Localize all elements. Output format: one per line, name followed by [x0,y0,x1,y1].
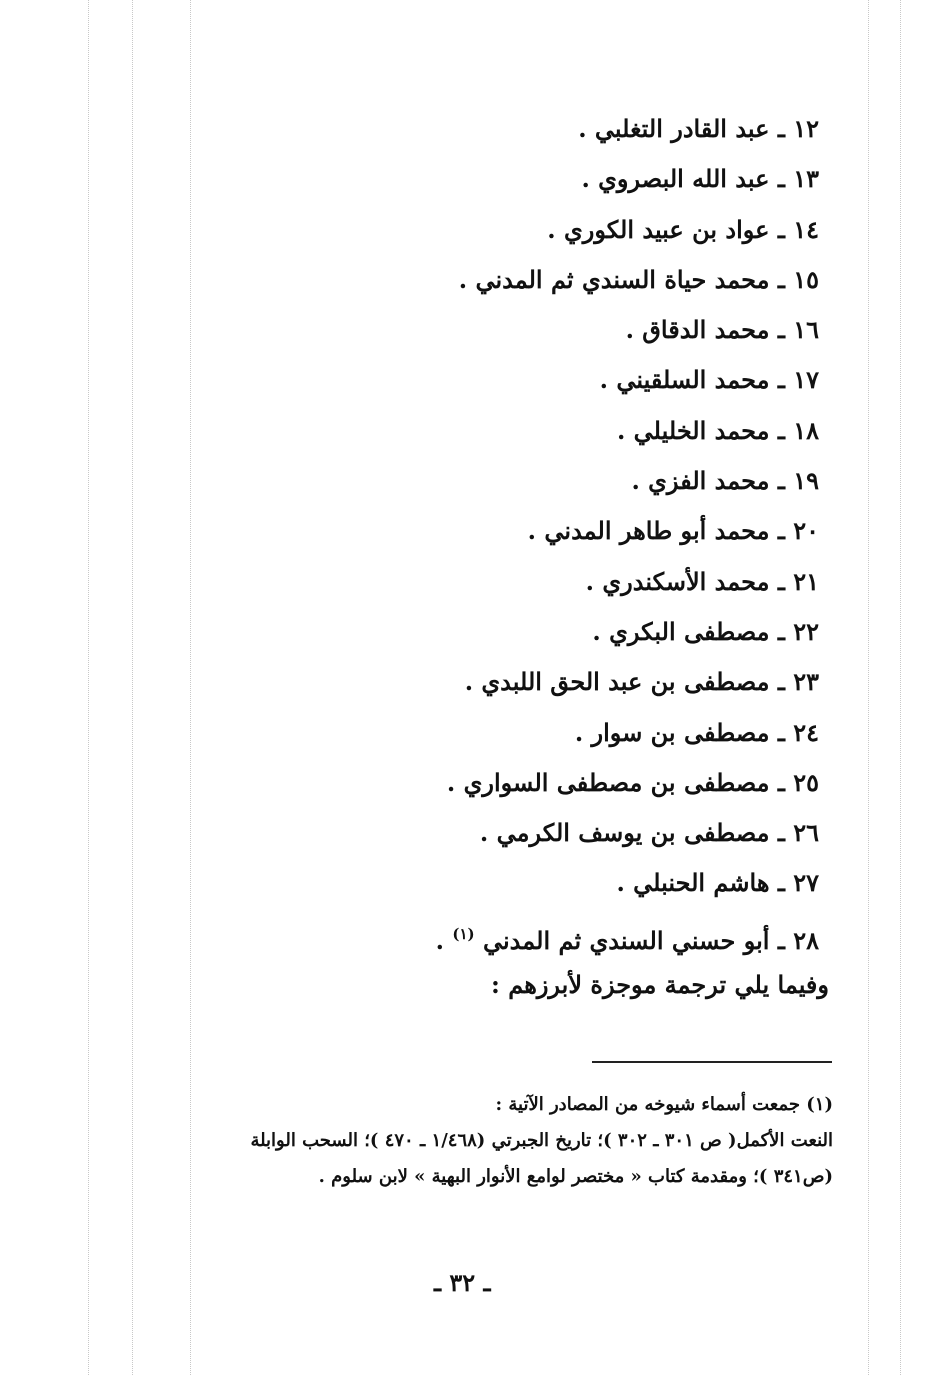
list-item: ١٢ ـ عبد القادر التغلبي . [578,114,819,143]
list-item: ٢١ ـ محمد الأسكندري . [585,566,819,596]
list-item: ٢٦ ـ مصطفى بن يوسف الكرمي . [479,818,819,848]
list-item: ١٥ ـ محمد حياة السندي ثم المدني . [458,264,819,294]
footnote-separator [592,1061,832,1063]
list-item: ٢٧ ـ هاشم الحنبلي . [616,868,819,898]
list-item: ٢٢ ـ مصطفى البكري . [592,616,819,646]
list-item: ١٣ ـ عبد الله البصروي . [581,164,819,194]
footnote-marker: (١) [452,924,475,943]
page-number: ـ ٣٢ ـ [434,1268,491,1297]
scan-guide-line [868,0,869,1375]
list-item-text: ٢٨ ـ أبو حسني السندي ثم المدني [483,925,819,955]
footnote-line: النعت الأكمل( ص ٣٠١ ـ ٣٠٢ )؛ تاريخ الجبرتي (١/٤٦٨ ـ ٤٧٠ )؛ السحب الوابلة [250,1130,833,1151]
scan-guide-line [900,0,901,1375]
list-item: ١٧ ـ محمد السلقيني . [599,365,819,395]
list-item: ١٤ ـ عواد بن عبيد الكوري . [547,214,819,244]
list-item: ٢٠ ـ محمد أبو طاهر المدني . [527,516,819,546]
list-item: ٢٣ ـ مصطفى بن عبد الحق اللبدي . [464,667,819,697]
footnote-line: (١) جمعت أسماء شيوخه من المصادر الآتية : [495,1094,833,1115]
list-item: ١٦ ـ محمد الدقاق . [625,315,819,345]
intro-sentence: وفيما يلي ترجمة موجزة لأبرزهم : [491,970,829,999]
list-item-end: . [435,925,444,955]
list-item-last [399,909,819,959]
list-item: ١٨ ـ محمد الخليلي . [616,415,819,445]
footnote-line: (ص٣٤١ )؛ ومقدمة كتاب « مختصر لوامع الأنوار البهية » لابن سلوم . [318,1166,833,1187]
list-item: ٢٤ ـ مصطفى بن سوار . [574,717,819,747]
scholars-list [399,104,819,959]
scan-guide-line [88,0,89,1375]
list-item: ١٩ ـ محمد الفزي . [631,466,819,496]
list-item: ٢٥ ـ مصطفى بن مصطفى السواري . [446,767,819,797]
footnote-block [113,1087,833,1195]
